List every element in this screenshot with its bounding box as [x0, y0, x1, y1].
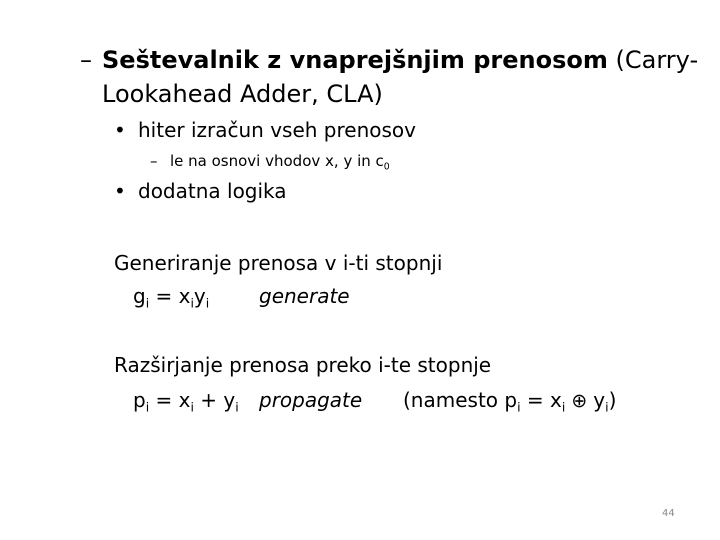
formula-subscript: i — [145, 295, 150, 311]
sub-bullet-symbol: – — [150, 152, 158, 170]
formula-subscript: i — [517, 399, 521, 415]
bullet-item-1 — [114, 117, 416, 143]
generate-formula — [133, 283, 209, 309]
page-number: 44 — [662, 508, 675, 519]
formula-eq: = x — [149, 388, 191, 412]
formula-subscript: i — [190, 295, 194, 311]
alt-close: ) — [608, 388, 617, 412]
formula-plus-y: + y — [193, 388, 236, 412]
generate-label: generate — [259, 284, 350, 308]
propagate-heading: Razširjanje prenosa preko i-te stopnje — [114, 353, 492, 377]
generate-heading: Generiranje prenosa v i-ti stopnji — [114, 251, 443, 275]
title-rest-text: (Carry- — [607, 46, 699, 74]
formula-subscript: i — [205, 295, 210, 311]
oplus-symbol: ⊕ — [565, 390, 594, 412]
sub-bullet-text: le na osnovi vhodov x, y in c — [170, 152, 384, 170]
formula-subscript: i — [145, 399, 150, 415]
bullet-symbol: • — [114, 179, 126, 203]
bullet-text: hiter izračun vseh prenosov — [138, 118, 416, 142]
formula-subscript: i — [561, 399, 566, 415]
bullet-item-2 — [114, 178, 287, 204]
propagate-label: propagate — [259, 388, 363, 412]
alt-y: y — [593, 388, 606, 412]
title-bold-text: Seštevalnik z vnaprejšnjim prenosom — [102, 46, 608, 74]
alt-eq: = x — [520, 388, 562, 412]
formula-lhs: p — [133, 388, 146, 412]
formula-y: y — [193, 284, 206, 308]
propagate-formula — [133, 387, 239, 413]
formula-subscript: i — [190, 399, 194, 415]
formula-subscript: i — [605, 399, 609, 415]
title-line-1 — [80, 44, 698, 76]
sub-bullet-item — [150, 151, 390, 171]
formula-eq: = x — [149, 284, 191, 308]
propagate-alternative — [403, 387, 616, 414]
bullet-text: dodatna logika — [138, 179, 287, 203]
bullet-symbol: • — [114, 118, 126, 142]
title-dash: – — [80, 46, 92, 74]
title-line-2: Lookahead Adder, CLA) — [102, 80, 383, 108]
formula-lhs: g — [133, 284, 146, 308]
sub-bullet-subscript: 0 — [383, 161, 390, 173]
alt-open: (namesto p — [403, 388, 518, 412]
formula-subscript: i — [235, 399, 239, 415]
